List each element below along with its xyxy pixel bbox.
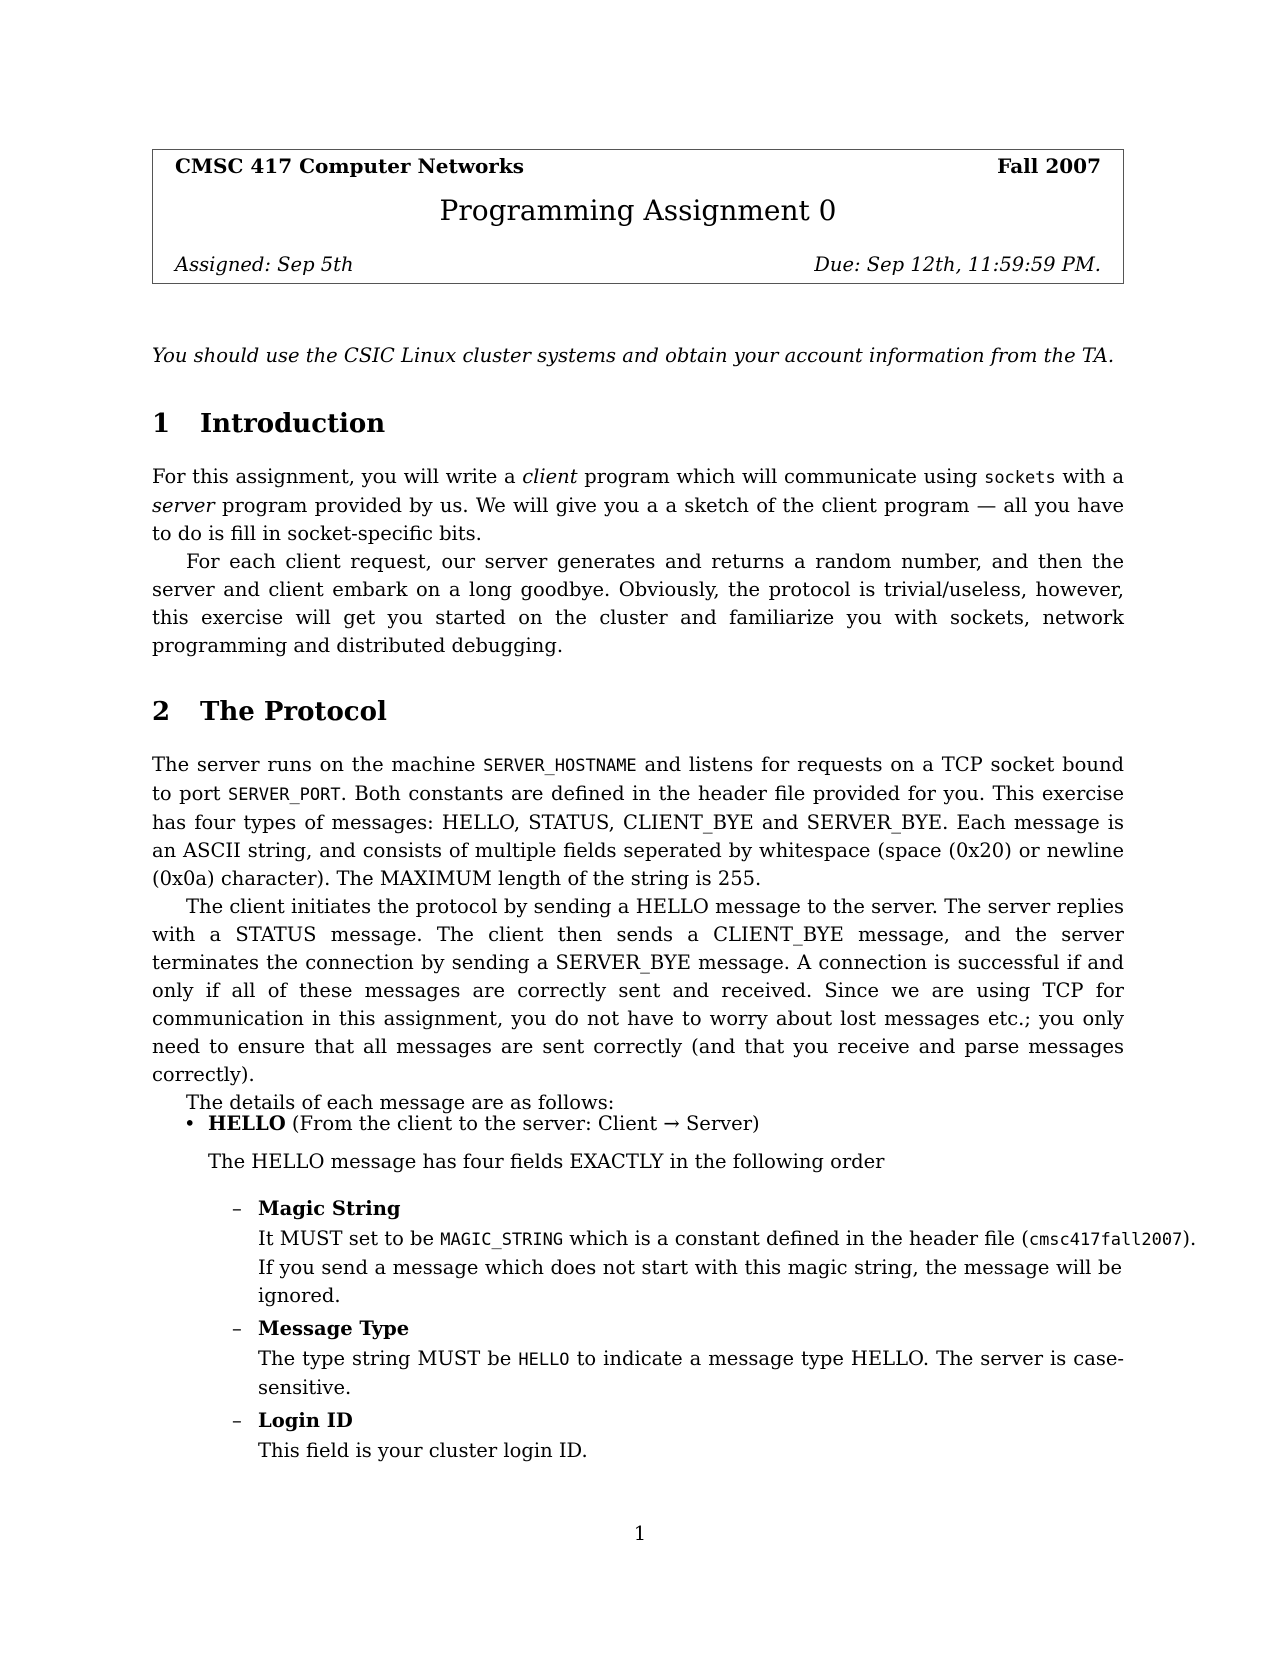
intro-paragraph-2: For each client request, our server generates and returns a random number, and then the server and client embark on a long goodbye. Obviously, the protocol is trivial/useless, however, this exercise will get you started on the cluster and familiarize you with sockets, network programming and distributed debugging. (152, 550, 1124, 657)
login-id-desc: This field is your cluster login ID. (258, 1439, 588, 1462)
hello-message-name: HELLO (208, 1112, 286, 1135)
field-title: Message Type (258, 1317, 410, 1340)
hello-bullet-item (184, 1110, 1124, 1138)
bullet-marker: • (184, 1112, 196, 1135)
field-message-type (232, 1315, 1124, 1402)
section-heading-protocol (152, 697, 387, 727)
field-title: Login ID (258, 1409, 353, 1432)
intro-paragraph-1: For this assignment, you will write a client program which will communicate using sockets with a server program provided by us. We will give you a a sketch of the client program — all you have to do is fill in socket-specific bits. (152, 465, 1124, 545)
section-number: 1 (152, 409, 171, 439)
introduction-body (152, 463, 1124, 660)
protocol-body (152, 751, 1124, 1117)
protocol-paragraph-3: The details of each message are as follows: (186, 1091, 615, 1114)
protocol-paragraph-2: The client initiates the protocol by sending a HELLO message to the server. The server replies with a STATUS message. The client then sends a CLIENT_BYE message, and the server terminates the connection by sending a SERVER_BYE message. A connection is successful if and only if all of these messages are correctly sent and received. Since we are using TCP for communication in this assignment, you do not have to worry about lost messages etc.; you only need to ensure that all messages are sent correctly (and that you receive and parse messages correctly). (152, 895, 1124, 1086)
field-magic-string (232, 1195, 1232, 1310)
page-number: 1 (633, 1522, 647, 1545)
message-type-desc: The type string MUST be HELLO to indicate a message type HELLO. The server is case-sensitive. (258, 1347, 1124, 1399)
assigned-date: Assigned: Sep 5th (175, 253, 354, 276)
protocol-paragraph-1: The server runs on the machine SERVER_HOSTNAME and listens for requests on a TCP socket bound to port SERVER_PORT. Both constants are defined in the header file provided for you. This exercise has four types of messages: HELLO, STATUS, CLIENT_BYE and SERVER_BYE. Each message is an ASCII string, and consists of multiple fields seperated by whitespace (space (0x20) or newline (0x0a) character). The MAXIMUM length of the string is 255. (152, 753, 1124, 890)
magic-string-line-2: If you send a message which does not start with this magic string, the message will be ignored. (258, 1256, 1122, 1307)
term: Fall 2007 (997, 154, 1101, 178)
dash-marker: – (232, 1197, 242, 1220)
field-login-id (232, 1407, 1124, 1465)
assignment-header-box (152, 149, 1124, 284)
document-title: Programming Assignment 0 (439, 194, 837, 227)
section-heading-introduction (152, 409, 385, 439)
magic-string-line-1: It MUST set to be MAGIC_STRING which is a constant defined in the header file (cmsc417fall2007). (258, 1227, 1197, 1250)
dash-marker: – (232, 1409, 242, 1432)
due-date: Due: Sep 12th, 11:59:59 PM. (814, 253, 1101, 276)
section-title: Introduction (200, 409, 386, 439)
hello-direction: (From the client to the server: Client → Server) (285, 1112, 760, 1135)
hello-description: The HELLO message has four fields EXACTLY in the following order (208, 1150, 885, 1173)
field-title: Magic String (258, 1197, 401, 1220)
section-number: 2 (152, 697, 171, 727)
course-name: CMSC 417 Computer Networks (175, 154, 524, 178)
cluster-note: You should use the CSIC Linux cluster systems and obtain your account information from the TA. (152, 344, 1115, 367)
section-title: The Protocol (200, 697, 387, 727)
dash-marker: – (232, 1317, 242, 1340)
